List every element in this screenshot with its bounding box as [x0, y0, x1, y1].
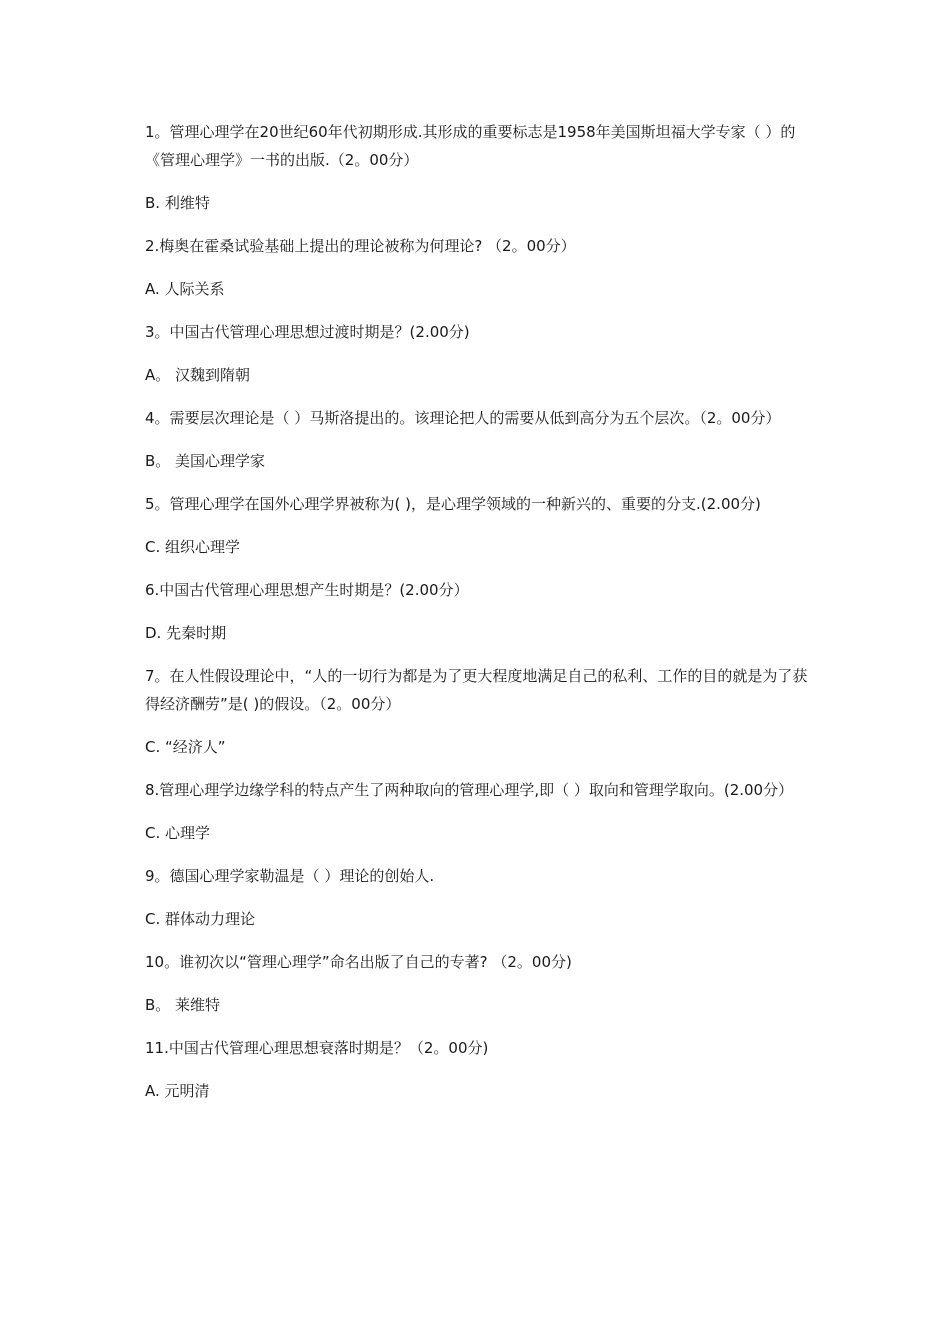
- document-page: [145, 118, 810, 1120]
- question-7: 7。在人性假设理论中，“人的一切行为都是为了更大程度地满足自己的私利、工作的目的就是为了获得经济酬劳”是( )的假设。（2。00分）: [145, 667, 808, 713]
- question-3: 3。中国古代管理心理思想过渡时期是？(2.00分): [145, 323, 470, 341]
- answer-4: B。 美国心理学家: [145, 452, 266, 470]
- answer-8: C. 心理学: [145, 824, 211, 842]
- answer-3: A。 汉魏到隋朝: [145, 366, 251, 384]
- answer-5: C. 组织心理学: [145, 538, 241, 556]
- answer-9: C. 群体动力理论: [145, 910, 256, 928]
- answer-1: B. 利维特: [145, 194, 210, 212]
- question-10: 10。谁初次以“管理心理学”命名出版了自己的专著? （2。00分): [145, 953, 572, 971]
- question-1: 1。管理心理学在20世纪60年代初期形成.其形成的重要标志是1958年美国斯坦福大学专家（ ）的《管理心理学》一书的出版.（2。00分）: [145, 123, 796, 169]
- answer-2: A. 人际关系: [145, 280, 225, 298]
- answer-10: B。 莱维特: [145, 996, 221, 1014]
- answer-11: A. 元明清: [145, 1082, 210, 1100]
- question-9: 9。德国心理学家勒温是（ ）理论的创始人.: [145, 867, 435, 885]
- answer-7: C. “经济人”: [145, 738, 226, 756]
- question-4: 4。需要层次理论是（ ）马斯洛提出的。该理论把人的需要从低到高分为五个层次。（2。00分）: [145, 409, 781, 427]
- question-5: 5。管理心理学在国外心理学界被称为( )，是心理学领域的一种新兴的、重要的分支.(2.00分): [145, 495, 761, 513]
- question-6: 6.中国古代管理心理思想产生时期是？(2.00分）: [145, 581, 469, 599]
- question-2: 2.梅奥在霍桑试验基础上提出的理论被称为何理论? （2。00分）: [145, 237, 576, 255]
- question-11: 11.中国古代管理心理思想衰落时期是？（2。00分): [145, 1039, 489, 1057]
- question-8: 8.管理心理学边缘学科的特点产生了两种取向的管理心理学,即（ ）取向和管理学取向。(2.00分）: [145, 781, 794, 799]
- answer-6: D. 先秦时期: [145, 624, 227, 642]
